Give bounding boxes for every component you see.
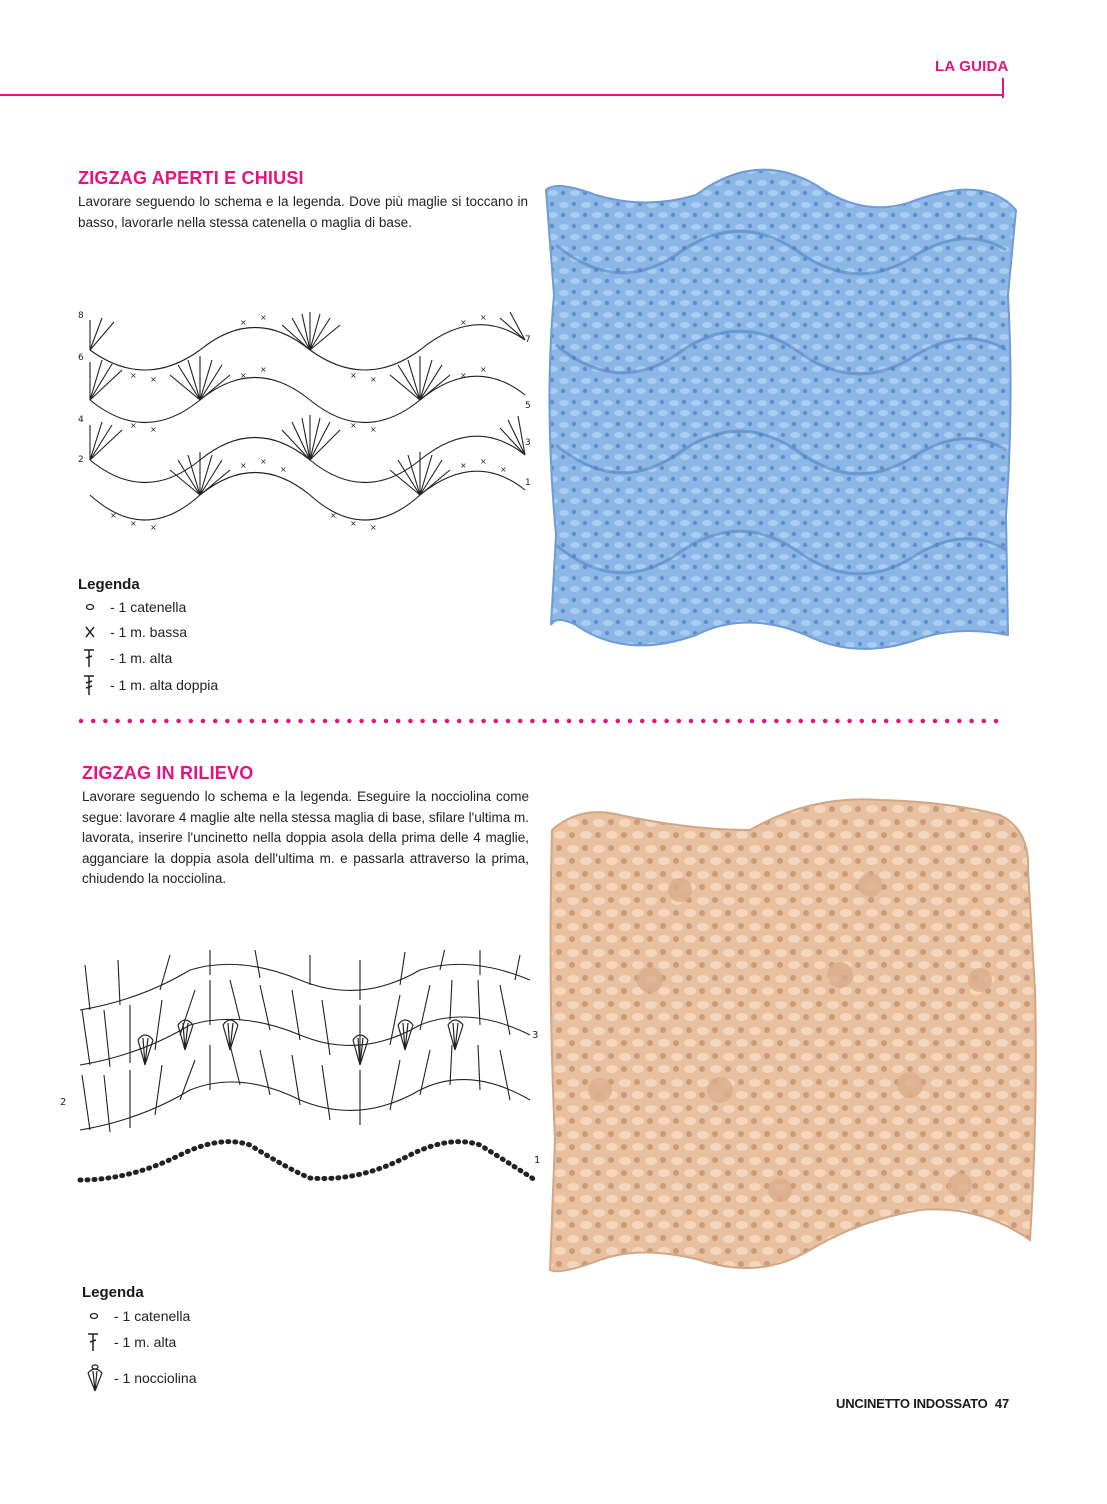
chart-row-number: 1 <box>525 478 531 488</box>
legend-label: - 1 catenella <box>114 1308 191 1324</box>
legend-label: - 1 m. bassa <box>110 624 188 640</box>
section-label: LA GUIDA <box>935 58 1009 75</box>
svg-text:×: × <box>480 457 487 466</box>
page-number: 47 <box>994 1396 1009 1411</box>
legend-item <box>80 596 186 618</box>
page-footer <box>836 1396 1009 1411</box>
section-2-title: ZIGZAG IN RILIEVO <box>82 763 254 783</box>
svg-text:×: × <box>370 523 377 532</box>
svg-text:×: × <box>350 519 357 528</box>
chart-row-number: 2 <box>78 455 84 465</box>
legend-label: - 1 m. alta <box>114 1334 177 1350</box>
chart-row-number: 7 <box>525 335 531 345</box>
legend-item <box>84 1305 190 1327</box>
chart-row-number: 1 <box>534 1155 541 1166</box>
svg-text:×: × <box>480 365 487 374</box>
svg-text:×: × <box>370 375 377 384</box>
legend-label: - 1 catenella <box>110 599 187 615</box>
chart-row-3-line <box>80 964 530 1010</box>
double-crochet-icon <box>84 1331 110 1353</box>
section-1-crochet-chart <box>70 300 540 555</box>
svg-text:×: × <box>330 511 337 520</box>
section-2-instructions: Lavorare seguendo lo schema e la legenda. Eseguire la nocciolina come segue: lavorare 4 maglie alte nella stessa maglia di base, sfilare l'ultima m. lavorata, inserire l'uncinetto nella doppia asola della prima delle 4 maglie, agganciare la doppia asola dell'ultima m. e passarla attraverso la prima, chiudendo la nocciolina. <box>82 789 529 886</box>
legend-label: - 1 m. alta doppia <box>110 677 219 693</box>
svg-text:×: × <box>460 461 467 470</box>
svg-text:×: × <box>240 371 247 380</box>
svg-text:×: × <box>150 375 157 384</box>
svg-text:×: × <box>460 371 467 380</box>
chart-row-number: 6 <box>78 353 84 363</box>
puff-stitch-icon <box>84 1363 110 1393</box>
beige-swatch-photo <box>540 790 1040 1290</box>
chart-row-number: 3 <box>525 438 531 448</box>
chart-row-number: 2 <box>60 1097 67 1108</box>
legend-label: - 1 nocciolina <box>114 1370 197 1386</box>
header-rule <box>0 94 1003 96</box>
chain-icon <box>84 1305 110 1327</box>
svg-text:×: × <box>240 318 247 327</box>
chart-row-number: 3 <box>532 1030 539 1041</box>
svg-text:×: × <box>110 511 117 520</box>
section-1-instructions: Lavorare seguendo lo schema e la legenda. Dove più maglie si toccano in basso, lavorarle nella stessa catenella o maglia di base. <box>78 194 528 230</box>
svg-text:×: × <box>130 519 137 528</box>
svg-text:×: × <box>130 371 137 380</box>
chart-stitch-marks <box>110 313 507 532</box>
chart-row-number: 8 <box>78 311 84 321</box>
section-2-crochet-chart <box>60 950 550 1195</box>
svg-text:×: × <box>370 425 377 434</box>
chart-foundation-chain <box>80 1142 535 1180</box>
legend-item <box>84 1363 197 1393</box>
svg-text:×: × <box>350 371 357 380</box>
chart-row-1-line <box>90 471 525 520</box>
legend-item <box>80 647 172 669</box>
chart-row-1-line <box>80 1080 530 1130</box>
section-2-legend-title: Legenda <box>82 1284 144 1301</box>
svg-text:×: × <box>500 465 507 474</box>
svg-text:×: × <box>280 465 287 474</box>
chart-row-3-line <box>90 436 525 482</box>
svg-text:×: × <box>260 313 267 322</box>
chain-icon <box>80 596 106 618</box>
magazine-name: UNCINETTO INDOSSATO <box>836 1396 988 1411</box>
svg-text:×: × <box>260 365 267 374</box>
svg-text:×: × <box>240 461 247 470</box>
svg-text:×: × <box>150 523 157 532</box>
treble-crochet-icon <box>80 674 106 696</box>
section-separator <box>78 716 1004 726</box>
blue-swatch-photo <box>536 155 1032 665</box>
legend-label: - 1 m. alta <box>110 650 173 666</box>
chart-row-number: 5 <box>525 401 531 411</box>
section-1-title: ZIGZAG APERTI E CHIUSI <box>78 168 304 188</box>
double-crochet-icon <box>80 647 106 669</box>
svg-text:×: × <box>260 457 267 466</box>
svg-text:×: × <box>480 313 487 322</box>
svg-text:×: × <box>130 421 137 430</box>
single-crochet-icon <box>80 621 106 643</box>
legend-item <box>80 621 187 643</box>
legend-item <box>80 674 218 696</box>
svg-text:×: × <box>460 318 467 327</box>
chart-row-number: 4 <box>78 415 84 425</box>
legend-item <box>84 1331 176 1353</box>
header-rule-tick <box>1002 78 1004 98</box>
section-1-legend-title: Legenda <box>78 576 140 593</box>
svg-text:×: × <box>150 425 157 434</box>
svg-text:×: × <box>350 421 357 430</box>
